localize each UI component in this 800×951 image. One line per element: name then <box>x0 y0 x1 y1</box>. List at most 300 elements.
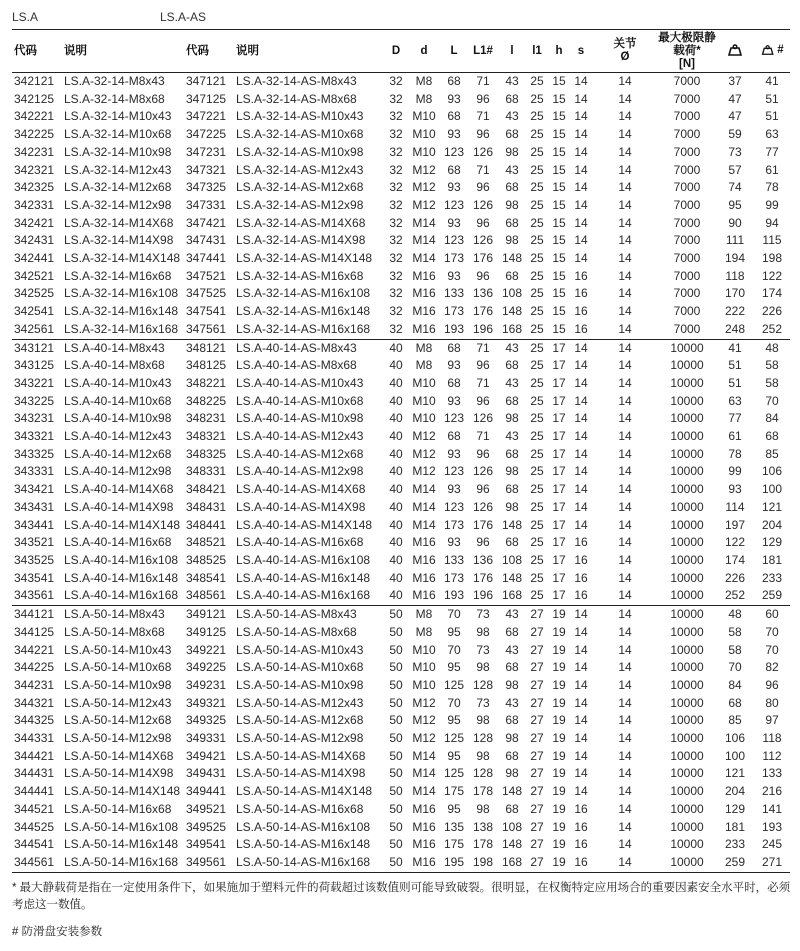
cell-code-as: 348431 <box>186 499 227 514</box>
cell-description-as: LS.A-32-14-AS-M16x108 <box>236 286 371 301</box>
cell-l1: 25 <box>530 570 544 585</box>
cell-description: LS.A-40-14-M8x43 <box>62 339 184 357</box>
cell-max-load: 7000 <box>673 197 701 212</box>
cell-description: LS.A-50-14-M14X148 <box>64 784 181 799</box>
table-row <box>12 410 790 428</box>
cell-joint: 14 <box>618 358 632 373</box>
cell-weight: 122 <box>724 535 746 550</box>
cell-l1: 27 <box>530 801 544 816</box>
cell-joint: 14 <box>618 268 632 283</box>
cell-code-as: 349321 <box>186 695 227 710</box>
cell-code: 342121 <box>14 74 55 88</box>
cell-weight-hash: 181 <box>761 552 783 567</box>
cell-max-load: 10000 <box>670 731 704 746</box>
table-row <box>12 819 790 837</box>
table-row <box>12 587 790 605</box>
table-row <box>12 748 790 766</box>
cell-max-load: 7000 <box>673 180 701 195</box>
cell-weight: 259 <box>716 854 754 872</box>
cell-L1: 128 <box>472 731 494 746</box>
cell-l1: 25 <box>530 197 544 212</box>
table-row <box>12 570 790 588</box>
cell-l1: 27 <box>530 677 544 692</box>
cell-L: 93 <box>447 393 461 408</box>
cell-weight: 84 <box>728 677 742 692</box>
cell-description: LS.A-50-14-M8x43 <box>62 606 184 624</box>
cell-D: 50 <box>389 713 403 728</box>
cell-code-as: 348331 <box>186 464 227 479</box>
cell-weight: 111 <box>725 233 745 248</box>
cell-l1: 25 <box>530 91 544 106</box>
cell-description-as: LS.A-32-14-AS-M8x43 <box>236 74 357 88</box>
cell-weight: 77 <box>728 411 742 426</box>
table-row <box>12 162 790 180</box>
cell-joint: 14 <box>618 464 632 479</box>
cell-l: 148 <box>501 251 523 266</box>
cell-description-as: LS.A-50-14-AS-M10x68 <box>236 660 364 675</box>
cell-L: 125 <box>443 766 465 781</box>
cell-max-load: 10000 <box>670 624 704 639</box>
cell-joint: 14 <box>618 109 632 124</box>
cell-D: 50 <box>389 677 403 692</box>
cell-D: 50 <box>389 660 403 675</box>
cell-L: 93 <box>447 446 461 461</box>
cell-L: 123 <box>443 499 465 514</box>
cell-L1: 126 <box>472 197 494 212</box>
cell-weight-hash: 63 <box>765 127 779 142</box>
cell-L: 173 <box>443 570 465 585</box>
cell-D: 40 <box>389 429 403 444</box>
cell-weight-hash: 252 <box>761 321 783 336</box>
cell-D: 32 <box>389 321 403 336</box>
cell-code-as: 348525 <box>186 552 227 567</box>
cell-code: 344221 <box>14 642 55 657</box>
cell-weight: 85 <box>728 713 742 728</box>
cell-code-as: 349521 <box>186 801 227 816</box>
cell-joint: 14 <box>618 482 632 497</box>
cell-L1: 96 <box>476 127 490 142</box>
cell-code: 343325 <box>14 446 55 461</box>
series-label-ls-a-as: LS.A-AS <box>160 10 207 24</box>
cell-description-as: LS.A-50-14-AS-M14X98 <box>236 766 366 781</box>
cell-joint: 14 <box>618 713 632 728</box>
cell-code-as: 348521 <box>186 535 227 550</box>
header-load-line2: 载荷* <box>673 44 701 57</box>
cell-weight-hash: 226 <box>761 304 783 319</box>
cell-description: LS.A-32-14-M16x108 <box>64 286 179 301</box>
cell-D: 32 <box>389 144 403 159</box>
cell-h: 17 <box>552 464 566 479</box>
cell-l1: 25 <box>530 588 544 603</box>
cell-weight: 252 <box>724 588 746 603</box>
cell-l: 148 <box>501 570 523 585</box>
cell-d: M12 <box>412 429 436 444</box>
cell-max-load: 10000 <box>670 801 704 816</box>
cell-joint: 14 <box>618 837 632 852</box>
cell-l: 68 <box>505 268 519 283</box>
cell-description: LS.A-32-14-M14X68 <box>64 215 174 230</box>
cell-description: LS.A-50-14-M12x68 <box>64 713 172 728</box>
header-l: l <box>498 30 526 73</box>
cell-description: LS.A-40-14-M8x68 <box>64 358 165 373</box>
cell-L1: 96 <box>476 446 490 461</box>
cell-weight-hash: 70 <box>765 393 779 408</box>
cell-weight-hash: 48 <box>754 339 790 357</box>
cell-description-as: LS.A-40-14-AS-M10x43 <box>236 375 364 390</box>
cell-code-as: 347225 <box>186 127 227 142</box>
cell-description-as: LS.A-40-14-AS-M14X148 <box>236 517 373 532</box>
cell-description-as: LS.A-40-14-AS-M14X68 <box>236 482 366 497</box>
cell-joint: 14 <box>618 552 632 567</box>
cell-weight: 73 <box>728 144 742 159</box>
cell-s: 16 <box>574 837 588 852</box>
cell-weight-hash: 58 <box>765 375 779 390</box>
table-row <box>12 624 790 642</box>
cell-max-load: 7000 <box>673 268 701 283</box>
cell-l: 68 <box>505 446 519 461</box>
cell-D: 50 <box>389 819 403 834</box>
cell-code-as: 347221 <box>186 109 227 124</box>
cell-l1: 25 <box>530 535 544 550</box>
cell-description: LS.A-50-14-M16x68 <box>64 801 172 816</box>
cell-s: 14 <box>574 731 588 746</box>
cell-D: 40 <box>389 358 403 373</box>
cell-h: 15 <box>552 215 566 230</box>
cell-weight: 61 <box>728 429 742 444</box>
cell-weight: 74 <box>728 180 742 195</box>
cell-weight: 58 <box>728 642 742 657</box>
cell-l: 43 <box>505 642 519 657</box>
cell-L: 68 <box>447 429 461 444</box>
cell-l: 98 <box>505 677 519 692</box>
cell-l: 68 <box>505 91 519 106</box>
cell-l: 98 <box>505 197 519 212</box>
cell-max-load: 10000 <box>670 766 704 781</box>
cell-max-load: 10000 <box>658 606 716 624</box>
cell-L1: 128 <box>472 677 494 692</box>
cell-L: 93 <box>447 215 461 230</box>
cell-code: 343561 <box>14 588 55 603</box>
cell-L1: 96 <box>476 393 490 408</box>
cell-d: M12 <box>412 180 436 195</box>
cell-h: 19 <box>552 784 566 799</box>
cell-L1: 136 <box>472 552 494 567</box>
cell-h: 17 <box>552 570 566 585</box>
cell-max-load: 10000 <box>670 535 704 550</box>
cell-l1: 25 <box>530 233 544 248</box>
product-table <box>12 29 790 873</box>
cell-L: 93 <box>447 180 461 195</box>
cell-l1: 25 <box>530 251 544 266</box>
cell-code: 342125 <box>14 91 55 106</box>
cell-code: 343441 <box>14 517 55 532</box>
cell-l1: 27 <box>530 784 544 799</box>
cell-max-load: 10000 <box>670 695 704 710</box>
cell-description: LS.A-40-14-M10x68 <box>64 393 172 408</box>
cell-joint: 14 <box>618 180 632 195</box>
cell-joint: 14 <box>618 766 632 781</box>
cell-weight: 47 <box>728 91 742 106</box>
cell-l: 108 <box>501 286 523 301</box>
cell-max-load: 10000 <box>670 429 704 444</box>
cell-description: LS.A-32-14-M14X148 <box>64 251 181 266</box>
cell-weight-hash: 99 <box>765 197 779 212</box>
cell-description: LS.A-40-14-M10x98 <box>64 411 172 426</box>
cell-code-as: 348421 <box>186 482 227 497</box>
cell-L: 68 <box>440 339 468 357</box>
cell-L: 125 <box>443 731 465 746</box>
cell-h: 17 <box>548 339 570 357</box>
cell-L1: 73 <box>476 642 490 657</box>
cell-D: 50 <box>384 606 408 624</box>
cell-description: LS.A-32-14-M10x68 <box>64 127 172 142</box>
cell-D: 40 <box>389 517 403 532</box>
cell-weight-hash: 51 <box>765 109 779 124</box>
cell-d: M16 <box>412 570 436 585</box>
cell-description: LS.A-50-14-M16x168 <box>62 854 184 872</box>
cell-D: 32 <box>389 109 403 124</box>
cell-code-as: 347521 <box>186 268 227 283</box>
cell-s: 14 <box>574 446 588 461</box>
cell-L1: 71 <box>476 74 490 88</box>
cell-description: LS.A-50-14-M12x43 <box>64 695 172 710</box>
cell-L1: 176 <box>472 570 494 585</box>
cell-max-load: 10000 <box>670 660 704 675</box>
cell-h: 17 <box>552 482 566 497</box>
cell-code: 344125 <box>14 624 55 639</box>
cell-s: 14 <box>574 784 588 799</box>
cell-weight: 51 <box>728 375 742 390</box>
cell-code: 342431 <box>14 233 55 248</box>
table-row <box>12 126 790 144</box>
cell-d: M14 <box>412 517 436 532</box>
cell-h: 15 <box>552 162 566 177</box>
cell-L: 125 <box>443 677 465 692</box>
table-row <box>12 677 790 695</box>
cell-s: 14 <box>574 127 588 142</box>
cell-l1: 27 <box>526 606 548 624</box>
cell-l1: 25 <box>530 464 544 479</box>
cell-l1: 25 <box>530 144 544 159</box>
cell-code-as: 349231 <box>186 677 227 692</box>
cell-D: 50 <box>389 766 403 781</box>
cell-D: 32 <box>389 286 403 301</box>
cell-description: LS.A-40-14-M16x68 <box>64 535 172 550</box>
cell-D: 32 <box>389 180 403 195</box>
cell-joint: 14 <box>618 74 632 88</box>
cell-weight-hash: 70 <box>765 642 779 657</box>
cell-s: 14 <box>574 766 588 781</box>
cell-joint: 14 <box>618 499 632 514</box>
cell-D: 32 <box>389 91 403 106</box>
cell-max-load: 10000 <box>658 854 716 872</box>
cell-joint: 14 <box>618 321 632 336</box>
cell-d: M14 <box>412 215 436 230</box>
cell-s: 14 <box>570 606 592 624</box>
cell-h: 19 <box>552 819 566 834</box>
cell-s: 14 <box>574 91 588 106</box>
cell-weight: 170 <box>724 286 746 301</box>
cell-l: 68 <box>505 393 519 408</box>
cell-code-as: 347231 <box>186 144 227 159</box>
cell-L: 95 <box>447 713 461 728</box>
table-row <box>12 268 790 286</box>
cell-code: 344441 <box>14 784 55 799</box>
cell-description-as: LS.A-50-14-AS-M14X68 <box>236 748 366 763</box>
cell-description: LS.A-50-14-M16x108 <box>64 819 179 834</box>
cell-weight: 70 <box>728 660 742 675</box>
cell-L1: 176 <box>472 251 494 266</box>
cell-s: 14 <box>574 74 588 88</box>
cell-s: 16 <box>574 535 588 550</box>
cell-D: 50 <box>389 784 403 799</box>
cell-weight-hash: 97 <box>765 713 779 728</box>
cell-s: 14 <box>574 499 588 514</box>
cell-d: M12 <box>412 713 436 728</box>
cell-L1: 96 <box>476 91 490 106</box>
cell-weight-hash: 77 <box>765 144 779 159</box>
cell-weight: 99 <box>728 464 742 479</box>
cell-description: LS.A-40-14-M12x43 <box>64 429 172 444</box>
cell-weight: 114 <box>725 499 745 514</box>
cell-code: 344325 <box>14 713 55 728</box>
cell-l: 148 <box>501 304 523 319</box>
cell-description-as: LS.A-50-14-AS-M12x68 <box>236 713 364 728</box>
cell-code: 344321 <box>14 695 55 710</box>
cell-l1: 27 <box>530 660 544 675</box>
cell-description-as: LS.A-32-14-AS-M10x68 <box>236 127 364 142</box>
table-row <box>12 446 790 464</box>
cell-description: LS.A-32-14-M16x148 <box>64 304 179 319</box>
cell-weight: 100 <box>724 748 746 763</box>
cell-L: 193 <box>443 321 465 336</box>
cell-l: 43 <box>505 74 519 88</box>
cell-s: 16 <box>570 854 592 872</box>
cell-joint: 14 <box>618 660 632 675</box>
cell-max-load: 10000 <box>670 713 704 728</box>
cell-code: 343521 <box>14 535 55 550</box>
cell-joint: 14 <box>618 819 632 834</box>
cell-h: 19 <box>552 713 566 728</box>
cell-description-as: LS.A-40-14-AS-M12x43 <box>236 429 364 444</box>
cell-L1: 73 <box>468 606 498 624</box>
cell-l: 68 <box>505 215 519 230</box>
cell-d: M10 <box>412 127 436 142</box>
cell-L1: 126 <box>472 499 494 514</box>
cell-l1: 25 <box>530 429 544 444</box>
cell-weight: 57 <box>728 162 742 177</box>
cell-joint: 14 <box>618 411 632 426</box>
cell-max-load: 7000 <box>673 109 701 124</box>
cell-L1: 126 <box>472 144 494 159</box>
header-L1: L1# <box>468 30 498 73</box>
cell-D: 32 <box>389 251 403 266</box>
table-row <box>12 303 790 321</box>
cell-s: 14 <box>574 251 588 266</box>
cell-description: LS.A-50-14-M14X68 <box>64 748 174 763</box>
cell-D: 50 <box>389 642 403 657</box>
header-joint-line1: 关节 <box>613 38 637 50</box>
cell-h: 17 <box>552 446 566 461</box>
cell-code: 342325 <box>14 180 55 195</box>
cell-description-as: LS.A-40-14-AS-M14X98 <box>236 499 366 514</box>
table-row <box>12 73 790 91</box>
cell-L: 195 <box>440 854 468 872</box>
cell-l: 108 <box>501 819 523 834</box>
table-row <box>12 250 790 268</box>
cell-description: LS.A-40-14-M16x148 <box>64 570 179 585</box>
cell-joint: 14 <box>618 233 632 248</box>
cell-weight: 37 <box>728 74 742 88</box>
cell-max-load: 10000 <box>670 588 704 603</box>
cell-L: 68 <box>447 375 461 390</box>
cell-weight-hash: 271 <box>754 854 790 872</box>
cell-D: 50 <box>389 624 403 639</box>
cell-h: 17 <box>552 499 566 514</box>
cell-code: 344431 <box>14 766 55 781</box>
cell-h: 19 <box>552 801 566 816</box>
cell-d: M16 <box>412 552 436 567</box>
cell-l: 68 <box>505 358 519 373</box>
cell-code-as: 347125 <box>186 91 227 106</box>
cell-weight-hash: 60 <box>754 606 790 624</box>
cell-weight-hash: 129 <box>761 535 783 550</box>
table-header-row <box>12 30 790 73</box>
cell-weight-hash: 94 <box>765 215 779 230</box>
cell-s: 14 <box>574 144 588 159</box>
cell-weight: 95 <box>728 197 742 212</box>
cell-L1: 96 <box>476 358 490 373</box>
cell-h: 19 <box>548 606 570 624</box>
cell-D: 40 <box>389 375 403 390</box>
cell-D: 50 <box>389 801 403 816</box>
header-l1: l1 <box>526 30 548 73</box>
cell-joint: 14 <box>618 570 632 585</box>
cell-d: M12 <box>412 162 436 177</box>
cell-max-load: 10000 <box>670 552 704 567</box>
cell-l: 43 <box>505 375 519 390</box>
cell-description-as: LS.A-50-14-AS-M16x68 <box>236 801 364 816</box>
cell-l: 108 <box>501 552 523 567</box>
cell-d: M16 <box>412 321 436 336</box>
cell-joint: 14 <box>618 695 632 710</box>
cell-h: 15 <box>552 268 566 283</box>
cell-max-load: 7000 <box>673 162 701 177</box>
cell-l: 68 <box>505 713 519 728</box>
cell-joint: 14 <box>618 446 632 461</box>
cell-h: 15 <box>552 91 566 106</box>
cell-description: LS.A-32-14-M12x43 <box>64 162 172 177</box>
cell-L: 133 <box>443 286 465 301</box>
cell-l1: 25 <box>530 109 544 124</box>
cell-d: M10 <box>412 677 436 692</box>
cell-description-as: LS.A-32-14-AS-M12x68 <box>236 180 364 195</box>
cell-l1: 25 <box>530 74 544 88</box>
cell-description-as: LS.A-50-14-AS-M10x98 <box>236 677 364 692</box>
table-row <box>12 197 790 215</box>
header-weight-hash <box>754 30 790 73</box>
cell-l1: 27 <box>530 748 544 763</box>
cell-L: 95 <box>447 660 461 675</box>
cell-max-load: 7000 <box>673 304 701 319</box>
table-row <box>12 801 790 819</box>
cell-weight-hash: 41 <box>765 74 779 88</box>
cell-description-as: LS.A-32-14-AS-M12x98 <box>236 197 364 212</box>
cell-L1: 178 <box>472 784 494 799</box>
cell-weight-hash: 193 <box>761 819 783 834</box>
cell-h: 19 <box>552 624 566 639</box>
header-load-line3: [N] <box>679 57 695 70</box>
